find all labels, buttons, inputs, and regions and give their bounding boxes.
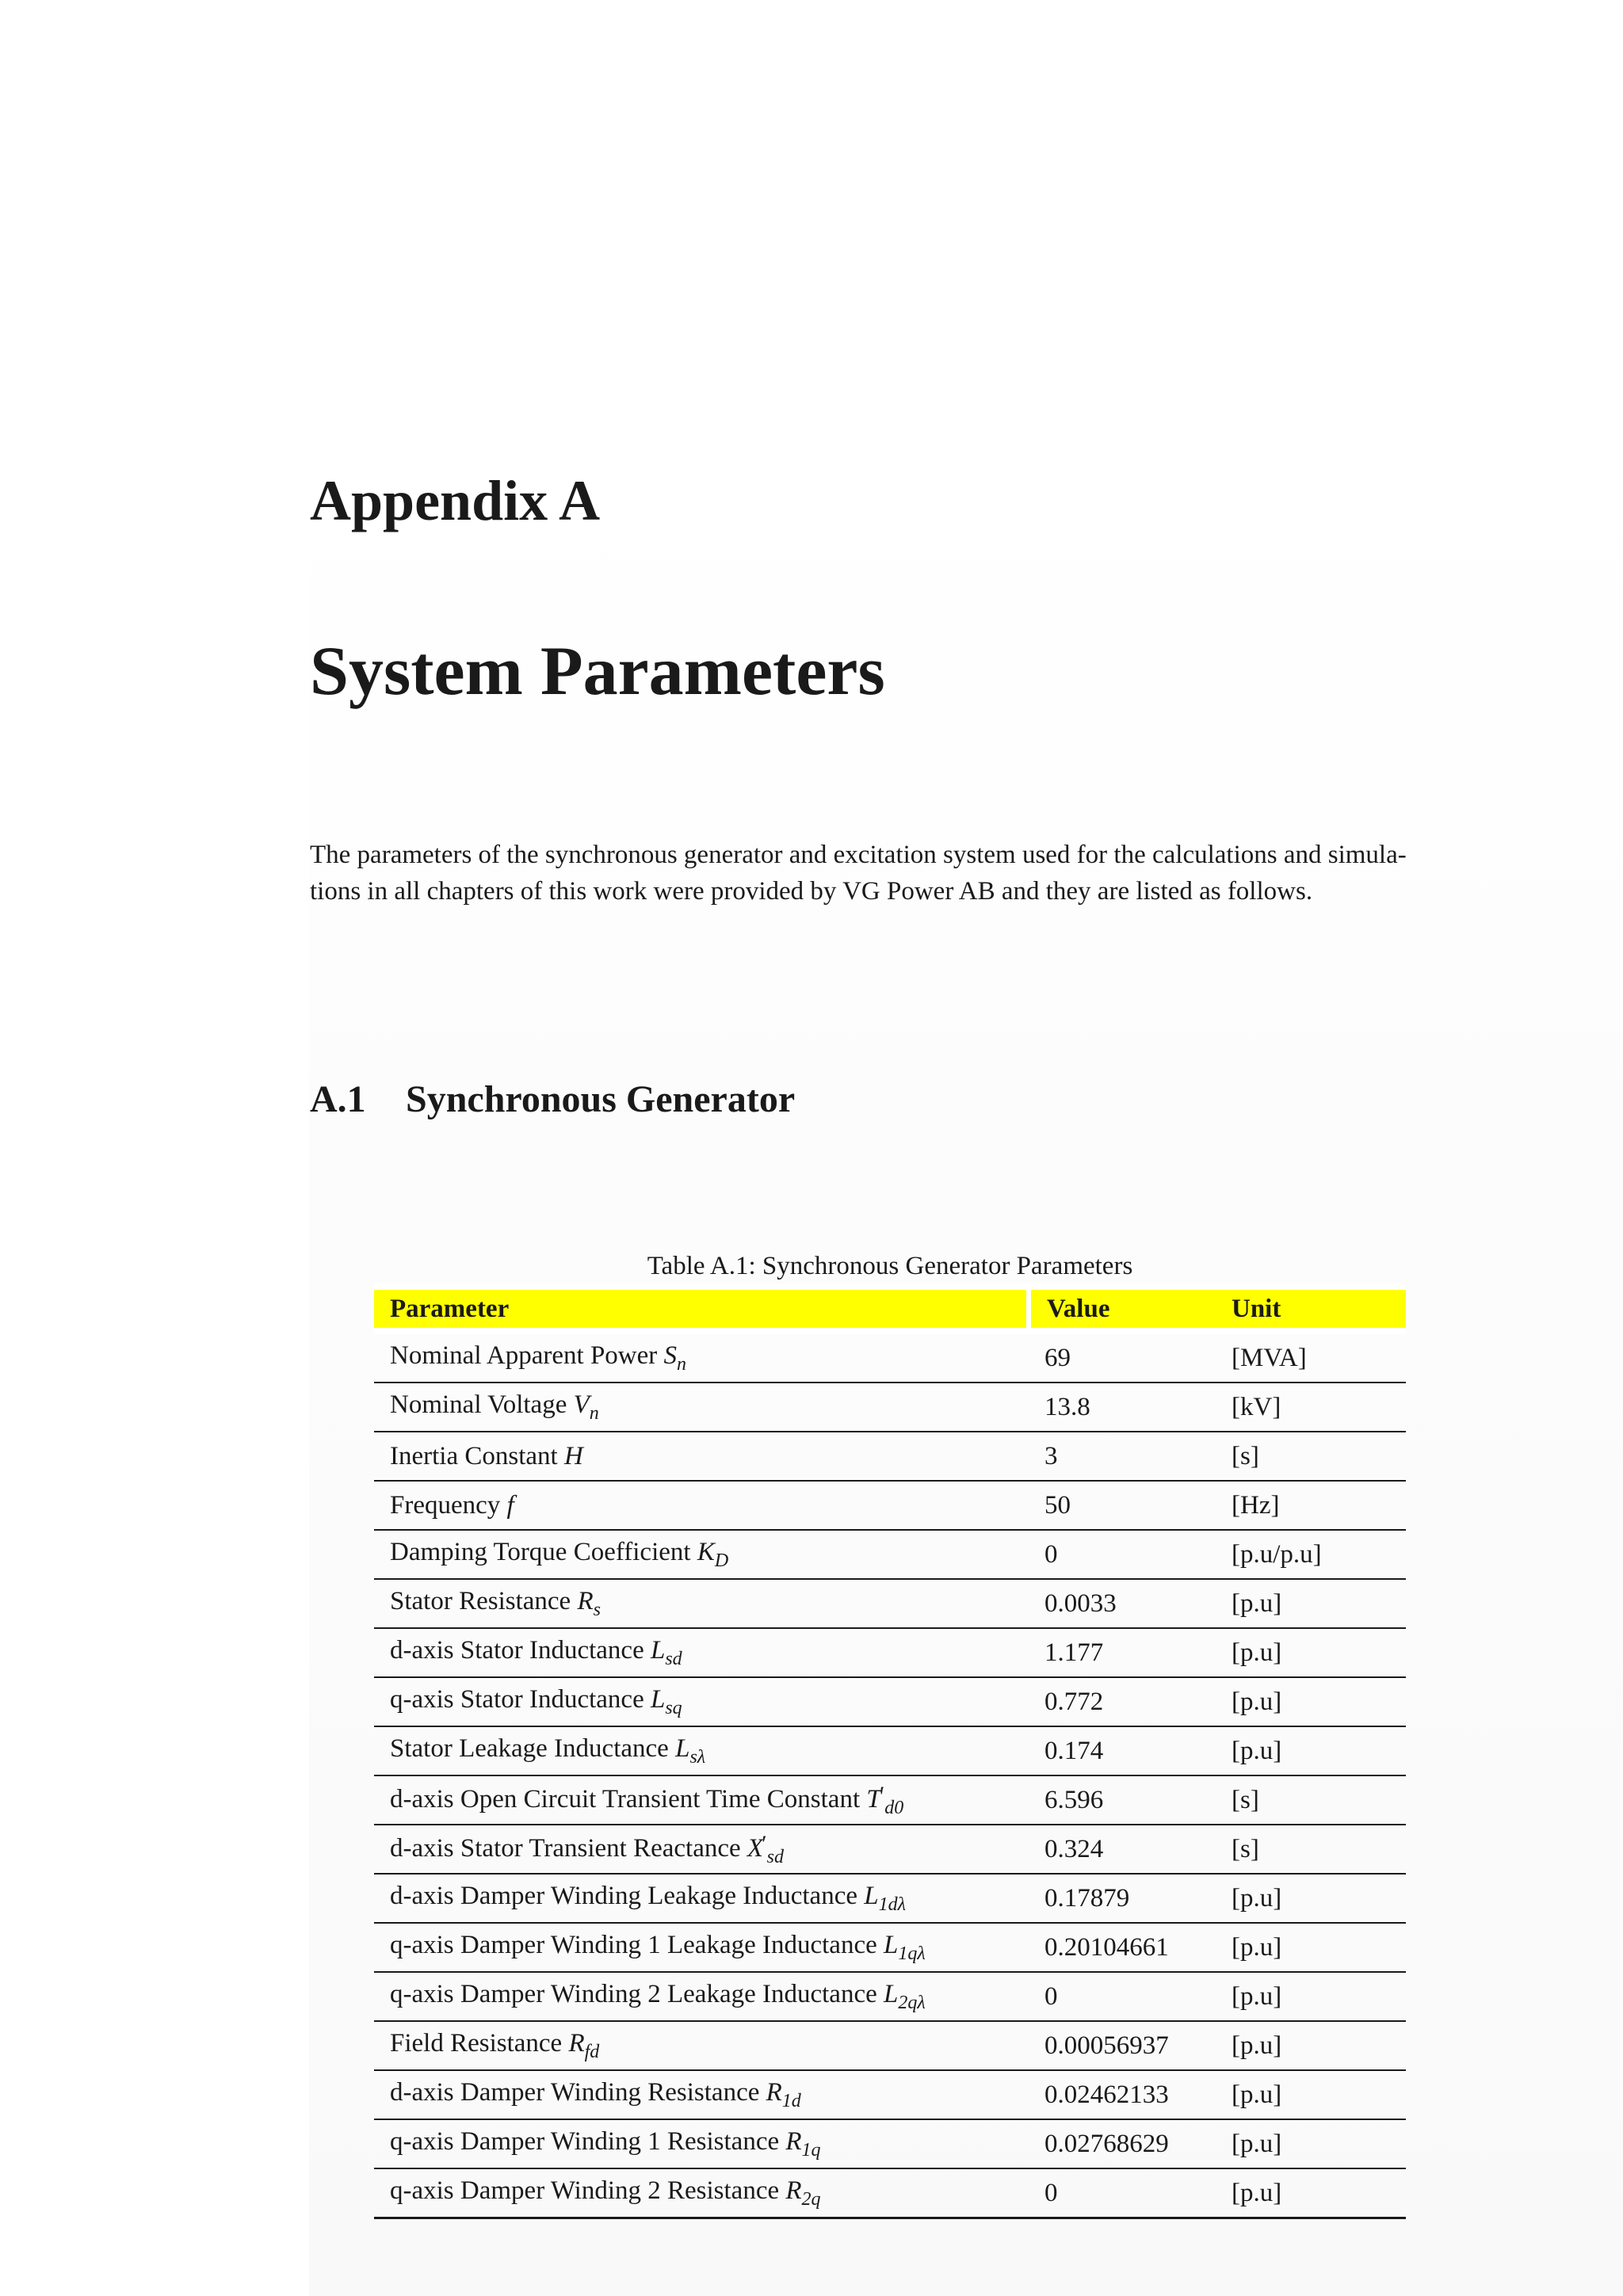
chapter-title: System Parameters xyxy=(310,633,885,710)
parameter-symbol: R xyxy=(766,2077,782,2107)
parameter-cell xyxy=(374,1775,1029,1825)
intro-paragraph xyxy=(310,837,1475,910)
table-row xyxy=(374,1579,1406,1628)
column-header-parameter: Parameter xyxy=(374,1287,1029,1331)
parameter-symbol-subscript: 1d xyxy=(781,2090,801,2111)
parameter-name: Stator Resistance xyxy=(390,1586,571,1615)
table-body xyxy=(374,1331,1406,2218)
value-cell: 0.02462133 xyxy=(1029,2070,1216,2119)
parameter-cell xyxy=(374,2070,1029,2119)
value-cell: 0 xyxy=(1044,2178,1058,2207)
parameter-cell xyxy=(374,2119,1029,2168)
parameter-symbol-prime: ′ xyxy=(762,1830,767,1857)
column-header-unit: Unit xyxy=(1216,1287,1406,1331)
table-row xyxy=(374,1432,1406,1481)
parameter-cell xyxy=(374,2021,1029,2070)
parameter-cell xyxy=(374,1530,1029,1579)
parameter-symbol: R xyxy=(785,2126,802,2156)
unit-cell: [p.u] xyxy=(1216,1923,1406,1972)
parameter-cell xyxy=(374,2168,1029,2218)
parameter-cell xyxy=(374,1628,1029,1677)
parameter-symbol: L xyxy=(884,1930,899,1959)
unit-cell: [kV] xyxy=(1216,1383,1406,1432)
parameter-symbol-subscript: s xyxy=(593,1599,601,1620)
parameter-symbol: X xyxy=(747,1833,764,1863)
table-row xyxy=(374,1726,1406,1775)
parameter-name: Inertia Constant xyxy=(390,1441,558,1470)
parameter-name: Frequency xyxy=(390,1490,501,1520)
parameter-name: q-axis Stator Inductance xyxy=(390,1684,644,1714)
parameter-name: Nominal Voltage xyxy=(390,1390,567,1419)
value-cell: 0.324 xyxy=(1029,1825,1216,1874)
unit-cell: [p.u] xyxy=(1216,2021,1406,2070)
unit-cell: [p.u] xyxy=(1216,1874,1406,1923)
parameter-cell xyxy=(374,1481,1029,1530)
table-row xyxy=(374,1628,1406,1677)
unit-cell: [p.u] xyxy=(1216,1972,1406,2021)
parameter-symbol-prime: ′ xyxy=(879,1781,885,1808)
parameter-symbol-subscript: fd xyxy=(584,2041,600,2062)
value-cell: 13.8 xyxy=(1029,1383,1216,1432)
table-header-row xyxy=(374,1287,1406,1331)
parameter-name: q-axis Damper Winding 1 Leakage Inductance xyxy=(390,1930,877,1959)
value-cell: 0.02768629 xyxy=(1029,2119,1216,2168)
section-title: Synchronous Generator xyxy=(406,1078,796,1120)
parameter-symbol-subscript: 1q xyxy=(801,2139,821,2161)
parameter-name: Stator Leakage Inductance xyxy=(390,1733,669,1763)
parameter-cell xyxy=(374,1923,1029,1972)
unit-cell: [p.u] xyxy=(1216,2119,1406,2168)
parameter-cell xyxy=(374,1677,1029,1726)
value-cell: 50 xyxy=(1029,1481,1216,1530)
unit-cell: [Hz] xyxy=(1216,1481,1406,1530)
value-cell: 6.596 xyxy=(1029,1775,1216,1825)
table-caption: Table A.1: Synchronous Generator Parameters xyxy=(647,1252,1133,1280)
parameter-symbol-subscript: 1qλ xyxy=(898,1943,926,1964)
parameter-symbol-subscript: sλ xyxy=(689,1746,706,1768)
parameter-symbol: R xyxy=(785,2176,802,2205)
value-cell: 0 xyxy=(1029,1530,1216,1579)
parameter-symbol: f xyxy=(506,1490,514,1520)
parameter-symbol-subscript: 1dλ xyxy=(878,1894,907,1915)
value-cell: 0.174 xyxy=(1029,1726,1216,1775)
value-cell: 0.17879 xyxy=(1029,1874,1216,1923)
parameter-name: q-axis Damper Winding 1 Resistance xyxy=(390,2126,780,2156)
parameter-symbol: R xyxy=(577,1586,594,1615)
value-cell: 1.177 xyxy=(1029,1628,1216,1677)
unit-cell: [p.u] xyxy=(1216,1628,1406,1677)
parameter-name: q-axis Damper Winding 2 Resistance xyxy=(390,2176,780,2205)
unit-cell: [MVA] xyxy=(1216,1331,1406,1383)
parameter-cell xyxy=(374,1331,1029,1383)
table-row xyxy=(374,1677,1406,1726)
parameters-table xyxy=(374,1283,1406,2219)
parameter-name: Nominal Apparent Power xyxy=(390,1341,658,1370)
parameter-name: q-axis Damper Winding 2 Leakage Inductance xyxy=(390,1979,877,2008)
parameter-symbol-subscript: D xyxy=(714,1550,729,1571)
parameter-cell xyxy=(374,1825,1029,1874)
parameter-symbol: L xyxy=(650,1635,666,1665)
parameter-cell xyxy=(374,1726,1029,1775)
parameter-cell xyxy=(374,1972,1029,2021)
parameter-symbol-subscript: n xyxy=(589,1402,599,1424)
parameter-name: d-axis Damper Winding Resistance xyxy=(390,2077,760,2107)
parameter-cell xyxy=(374,1383,1029,1432)
chapter-label: Appendix A xyxy=(310,469,601,532)
parameter-cell xyxy=(374,1432,1029,1481)
value-cell: 0.772 xyxy=(1029,1677,1216,1726)
parameter-symbol-subscript: 2qλ xyxy=(898,1992,926,2013)
table-row xyxy=(374,1923,1406,1972)
parameter-symbol: S xyxy=(663,1341,678,1370)
table-row xyxy=(374,2070,1406,2119)
parameter-symbol: T xyxy=(866,1784,881,1814)
unit-cell: [s] xyxy=(1216,1825,1406,1874)
value-cell: 0 xyxy=(1029,1972,1216,2021)
table-row xyxy=(374,1972,1406,2021)
value-cell: 3 xyxy=(1029,1432,1216,1481)
parameter-cell xyxy=(374,1579,1029,1628)
unit-cell: [p.u] xyxy=(1216,1726,1406,1775)
parameter-symbol: L xyxy=(650,1684,666,1714)
value-cell: 0.00056937 xyxy=(1029,2021,1216,2070)
parameter-symbol: L xyxy=(864,1881,879,1910)
table-row xyxy=(374,1481,1406,1530)
parameter-symbol: R xyxy=(568,2028,585,2058)
parameter-name: Field Resistance xyxy=(390,2028,563,2058)
table-row xyxy=(374,1825,1406,1874)
parameter-symbol: K xyxy=(697,1537,715,1566)
parameter-symbol-subscript: n xyxy=(677,1353,687,1375)
table-row xyxy=(374,2119,1406,2168)
value-cell: 0.0033 xyxy=(1029,1579,1216,1628)
parameter-name: Damping Torque Coefficient xyxy=(390,1537,691,1566)
table-row xyxy=(374,1530,1406,1579)
table-row xyxy=(374,1383,1406,1432)
unit-cell: [s] xyxy=(1216,1432,1406,1481)
parameter-name: d-axis Stator Transient Reactance xyxy=(390,1833,741,1863)
unit-cell: [p.u] xyxy=(1232,2178,1282,2207)
intro-line-2: tions in all chapters of this work were provided by VG Power AB and they are listed as follows. xyxy=(310,877,1313,906)
parameter-symbol-subscript: sq xyxy=(665,1697,682,1718)
parameter-symbol-subscript: 2q xyxy=(801,2188,821,2210)
parameter-name: d-axis Damper Winding Leakage Inductance xyxy=(390,1881,857,1910)
value-cell: 0.20104661 xyxy=(1029,1923,1216,1972)
parameter-name: d-axis Stator Inductance xyxy=(390,1635,644,1665)
column-header-value: Value xyxy=(1029,1287,1216,1331)
table-row xyxy=(374,1874,1406,1923)
table-row xyxy=(374,1331,1406,1383)
parameter-symbol: V xyxy=(573,1390,590,1419)
parameter-symbol-subscript: sd xyxy=(766,1846,784,1867)
unit-cell: [p.u] xyxy=(1216,2070,1406,2119)
table-row xyxy=(374,2168,1406,2218)
parameter-cell xyxy=(374,1874,1029,1923)
unit-cell: [s] xyxy=(1216,1775,1406,1825)
unit-cell: [p.u/p.u] xyxy=(1216,1530,1406,1579)
table-row xyxy=(374,2021,1406,2070)
unit-cell: [p.u] xyxy=(1216,1579,1406,1628)
section-heading xyxy=(310,1078,796,1120)
parameter-name: d-axis Open Circuit Transient Time Constant xyxy=(390,1784,861,1814)
value-cell: 69 xyxy=(1029,1331,1216,1383)
parameter-symbol: H xyxy=(563,1441,583,1470)
parameter-symbol-subscript: sd xyxy=(665,1648,682,1669)
section-number: A.1 xyxy=(310,1078,366,1120)
parameter-symbol: L xyxy=(675,1733,690,1763)
unit-cell: [p.u] xyxy=(1216,1677,1406,1726)
table-row xyxy=(374,1775,1406,1825)
intro-line-1: The parameters of the synchronous generator and excitation system used for the calculations and simula- xyxy=(310,841,1407,869)
parameter-symbol-subscript: d0 xyxy=(884,1797,904,1818)
parameter-symbol: L xyxy=(884,1979,899,2008)
